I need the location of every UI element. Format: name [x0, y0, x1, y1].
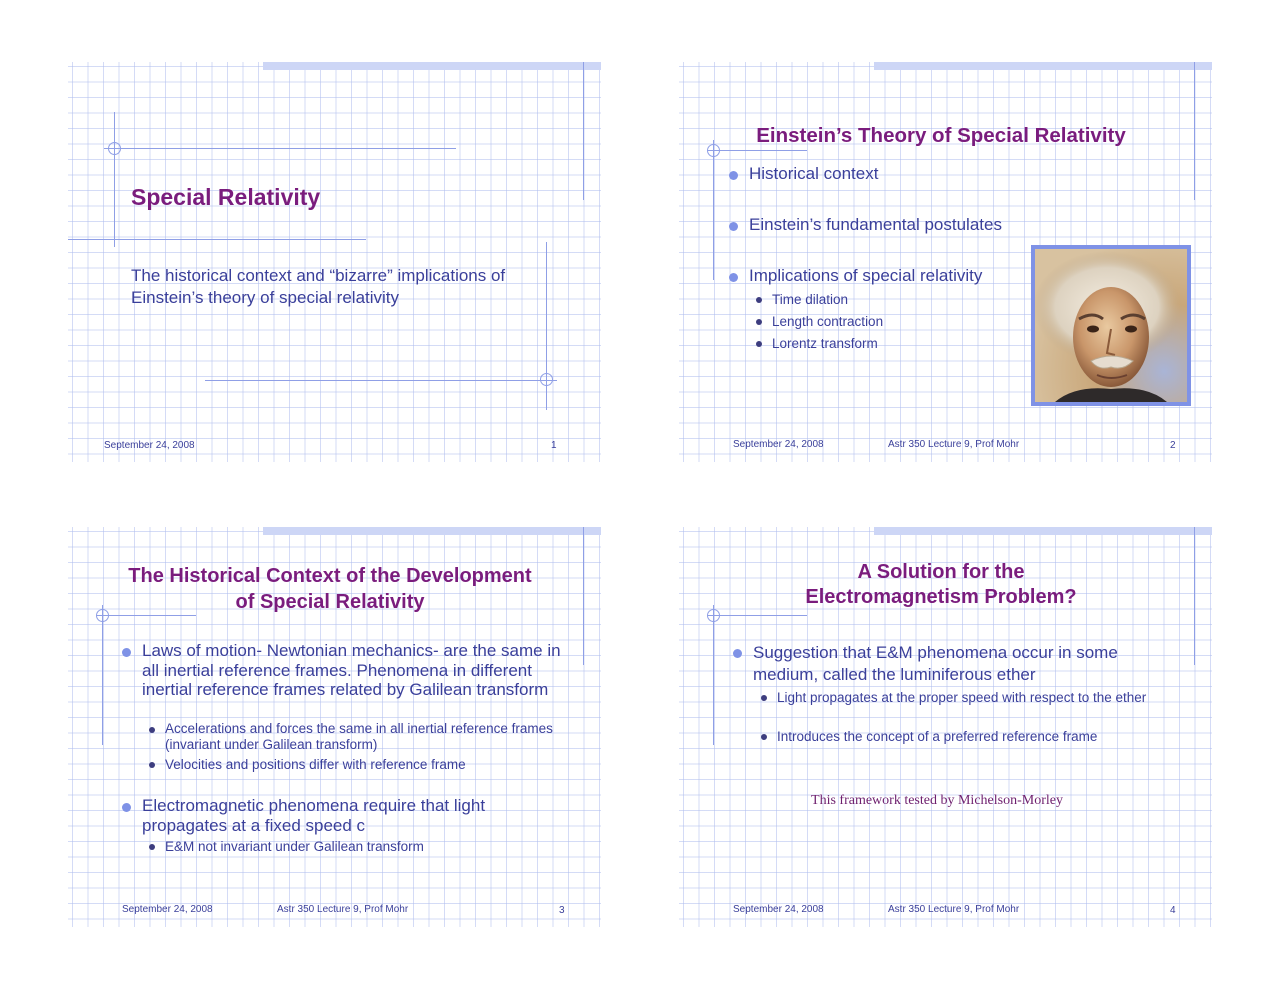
- sub-bullet-item: Accelerations and forces the same in all inertial reference frames (invariant under Galilean transform): [165, 721, 560, 753]
- footer-course: Astr 350 Lecture 9, Prof Mohr: [277, 904, 409, 915]
- decor-line: [68, 239, 366, 240]
- slide-4: [679, 527, 1212, 927]
- slide-3: [68, 527, 601, 927]
- sub-bullet-item: Introduces the concept of a preferred reference frame: [777, 729, 1098, 744]
- sub-bullet-item: Lorentz transform: [772, 336, 878, 351]
- footer-date: September 24, 2008: [122, 904, 213, 915]
- slide-title: Special Relativity: [131, 184, 321, 210]
- bullet-item: Suggestion that E&M phenomena occur in some medium, called the luminiferous ether: [753, 642, 1163, 686]
- sub-bullet-item: Length contraction: [772, 314, 884, 329]
- decor-line: [102, 605, 103, 745]
- decor-line: [104, 148, 456, 149]
- bullet-item: Electromagnetic phenomena require that light propagates at a fixed speed c: [142, 796, 542, 835]
- footer-date: September 24, 2008: [733, 904, 824, 915]
- decor-line: [713, 140, 714, 280]
- slide-2: [679, 62, 1212, 462]
- sub-bullet-item: Light propagates at the proper speed with respect to the ether: [777, 689, 1162, 706]
- decor-line: [713, 605, 714, 745]
- sub-bullet-item: Time dilation: [772, 292, 849, 307]
- slide-top-bar: [263, 62, 601, 70]
- slide-top-bar: [263, 527, 601, 535]
- crosshair-icon: [108, 142, 121, 155]
- decor-line: [707, 615, 807, 616]
- footer-date: September 24, 2008: [104, 440, 195, 451]
- decor-line: [583, 62, 584, 200]
- slide-number: 4: [1170, 905, 1176, 916]
- slide-top-bar: [874, 62, 1212, 70]
- footer-course: Astr 350 Lecture 9, Prof Mohr: [888, 439, 1020, 450]
- slide-title-line-1: A Solution for the: [857, 561, 1025, 583]
- decor-line: [707, 150, 807, 151]
- slide-number: 3: [559, 905, 565, 916]
- bullet-item: Historical context: [749, 164, 879, 183]
- decor-line: [205, 380, 557, 381]
- sub-bullet-item: Velocities and positions differ with reference frame: [165, 757, 466, 772]
- slide-note: This framework tested by Michelson-Morley: [811, 793, 1063, 808]
- bullet-item: Implications of special relativity: [749, 266, 983, 285]
- bullet-item: Einstein’s fundamental postulates: [749, 215, 1002, 234]
- sub-bullet-item: E&M not invariant under Galilean transform: [165, 839, 424, 854]
- slide-subtitle: The historical context and “bizarre” implications of Einstein’s theory of special relativity: [131, 266, 506, 307]
- einstein-photo: [1031, 245, 1191, 406]
- footer-date: September 24, 2008: [733, 439, 824, 450]
- slide-title-line-1: The Historical Context of the Development: [128, 565, 532, 587]
- crosshair-icon: [540, 373, 553, 386]
- decor-line: [114, 112, 115, 247]
- slide-title-line-2: Electromagnetism Problem?: [805, 586, 1077, 608]
- slide-1: [68, 62, 601, 462]
- slide-top-bar: [874, 527, 1212, 535]
- decor-line: [96, 615, 196, 616]
- crosshair-icon: [707, 609, 720, 622]
- portrait-image: [1035, 249, 1187, 402]
- slide-title-line-2: of Special Relativity: [235, 591, 425, 613]
- slide-number: 1: [551, 440, 557, 451]
- slide-number: 2: [1170, 440, 1176, 451]
- footer-course: Astr 350 Lecture 9, Prof Mohr: [888, 904, 1020, 915]
- bullet-item: Laws of motion- Newtonian mechanics- are the same in all inertial reference frames. Phenomena in different inertial reference frames related by Galilean transform: [142, 641, 567, 700]
- slide-title: Einstein’s Theory of Special Relativity: [756, 124, 1126, 147]
